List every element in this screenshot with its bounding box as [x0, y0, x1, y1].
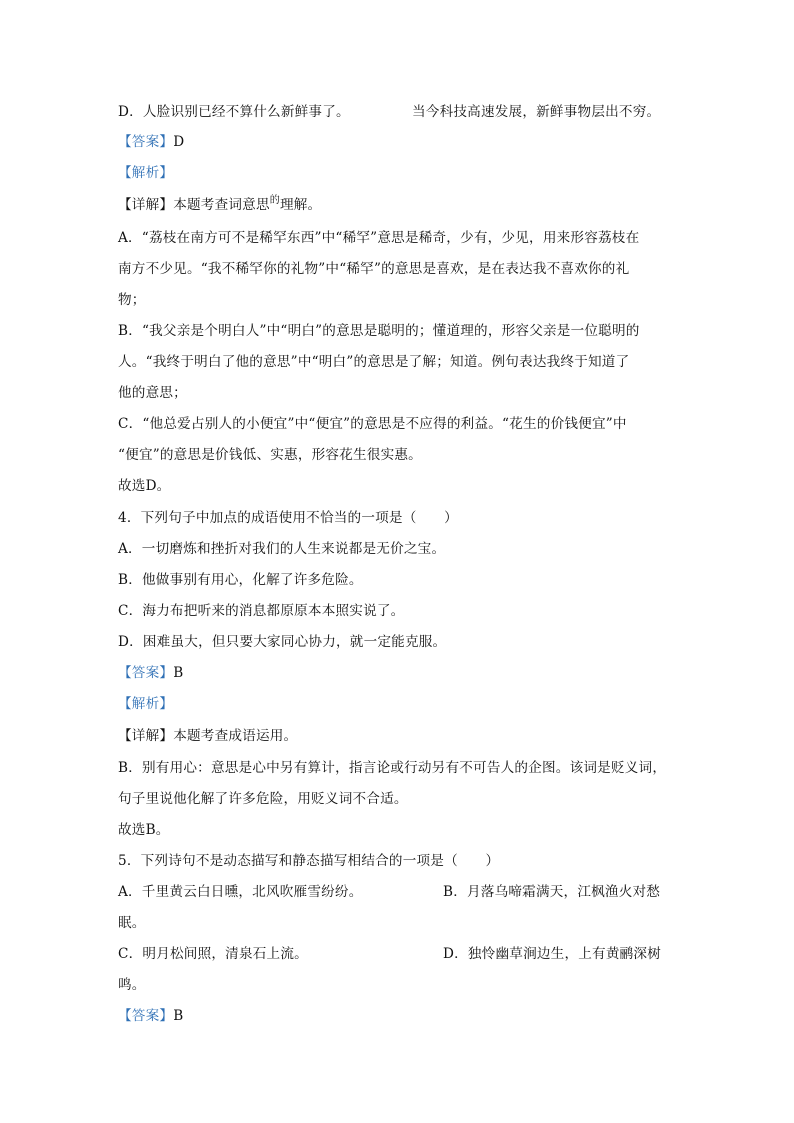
detail-tag: 【详解】	[118, 728, 174, 744]
answer-tag: 【答案】	[118, 134, 174, 150]
answer-tag: 【答案】	[118, 665, 174, 681]
text-line: C．“他总爱占别人的小便宜”中“便宜”的意思是不应得的利益。“花生的价钱便宜”中	[118, 416, 627, 432]
detail-line	[118, 196, 678, 216]
question-5-options-ab	[118, 883, 678, 901]
text-line: 人。“我终于明白了他的意思”中“明白”的意思是了解；知道。例句表达我终于知道了	[118, 354, 630, 370]
detail-line	[118, 727, 678, 745]
question-4-option-a: A．一切磨炼和挫折对我们的人生来说都是无价之宝。	[118, 541, 446, 557]
analysis-line	[118, 164, 678, 182]
text-line: 鸣。	[118, 977, 146, 993]
question-5-option-d: D．独怜幽草涧边生，上有黄鹂深树	[443, 946, 662, 962]
text-line: 南方不少见。“我不稀罕你的礼物”中“稀罕”的意思是喜欢，是在表达我不喜欢你的礼	[118, 261, 630, 277]
question-4-option-c: C．海力布把听来的消息都原原本本照实说了。	[118, 603, 405, 619]
question-5-stem: 5．下列诗句不是动态描写和静态描写相结合的一项是（ ）	[118, 853, 500, 869]
answer-value: B	[173, 665, 184, 681]
choice-line: 故选D。	[118, 478, 171, 494]
text-line: B．“我父亲是个明白人”中“明白”的意思是聪明的；懂道理的，形容父亲是一位聪明的	[118, 323, 640, 339]
question-5-options-cd	[118, 945, 678, 963]
detail-sup: 的	[269, 195, 280, 206]
answer-value: D	[173, 134, 185, 150]
detail-text: 本题考查成语运用。	[173, 728, 298, 744]
question-4-stem: 4．下列句子中加点的成语使用不恰当的一项是（ ）	[118, 510, 458, 526]
analysis-tag: 【解析】	[118, 696, 174, 712]
answer-line	[118, 1007, 678, 1025]
text-line: 物；	[118, 292, 146, 308]
answer-value: B	[173, 1008, 184, 1024]
detail-text-a: 本题考查词意思	[173, 197, 270, 213]
text-line: 他的意思；	[118, 385, 187, 401]
question-4-option-d: D．困难虽大，但只要大家同心协力，就一定能克服。	[118, 634, 447, 650]
answer-line	[118, 664, 678, 682]
detail-tag: 【详解】	[118, 197, 174, 213]
choice-line: 故选B。	[118, 822, 170, 838]
question-5-option-a: A．千里黄云白日曛，北风吹雁雪纷纷。	[118, 884, 363, 900]
analysis-line	[118, 695, 678, 713]
question-5-option-c: C．明月松间照，清泉石上流。	[118, 946, 308, 962]
analysis-tag: 【解析】	[118, 165, 174, 181]
option-d-sentence-2: 当今科技高速发展，新鲜事物层出不穷。	[412, 104, 661, 120]
text-line: “便宜”的意思是价钱低、实惠，形容花生很实惠。	[118, 447, 422, 463]
option-d-line	[118, 103, 678, 121]
text-line: B．别有用心：意思是心中另有算计，指言论或行动另有不可告人的企图。该词是贬义词，	[118, 760, 667, 776]
question-5-option-b: B．月落乌啼霜满天，江枫渔火对愁	[443, 884, 661, 900]
text-line: A．“荔枝在南方可不是稀罕东西”中“稀罕”意思是稀奇，少有，少见，用来形容荔枝在	[118, 230, 640, 246]
text-line: 眠。	[118, 915, 146, 931]
answer-tag: 【答案】	[118, 1008, 174, 1024]
detail-text-b: 理解。	[279, 197, 322, 213]
option-d-sentence: D．人脸识别已经不算什么新鲜事了。	[118, 104, 350, 120]
text-line: 句子里说他化解了许多危险，用贬义词不合适。	[118, 791, 408, 807]
question-4-option-b: B．他做事别有用心，化解了许多危险。	[118, 572, 363, 588]
answer-line	[118, 133, 678, 151]
